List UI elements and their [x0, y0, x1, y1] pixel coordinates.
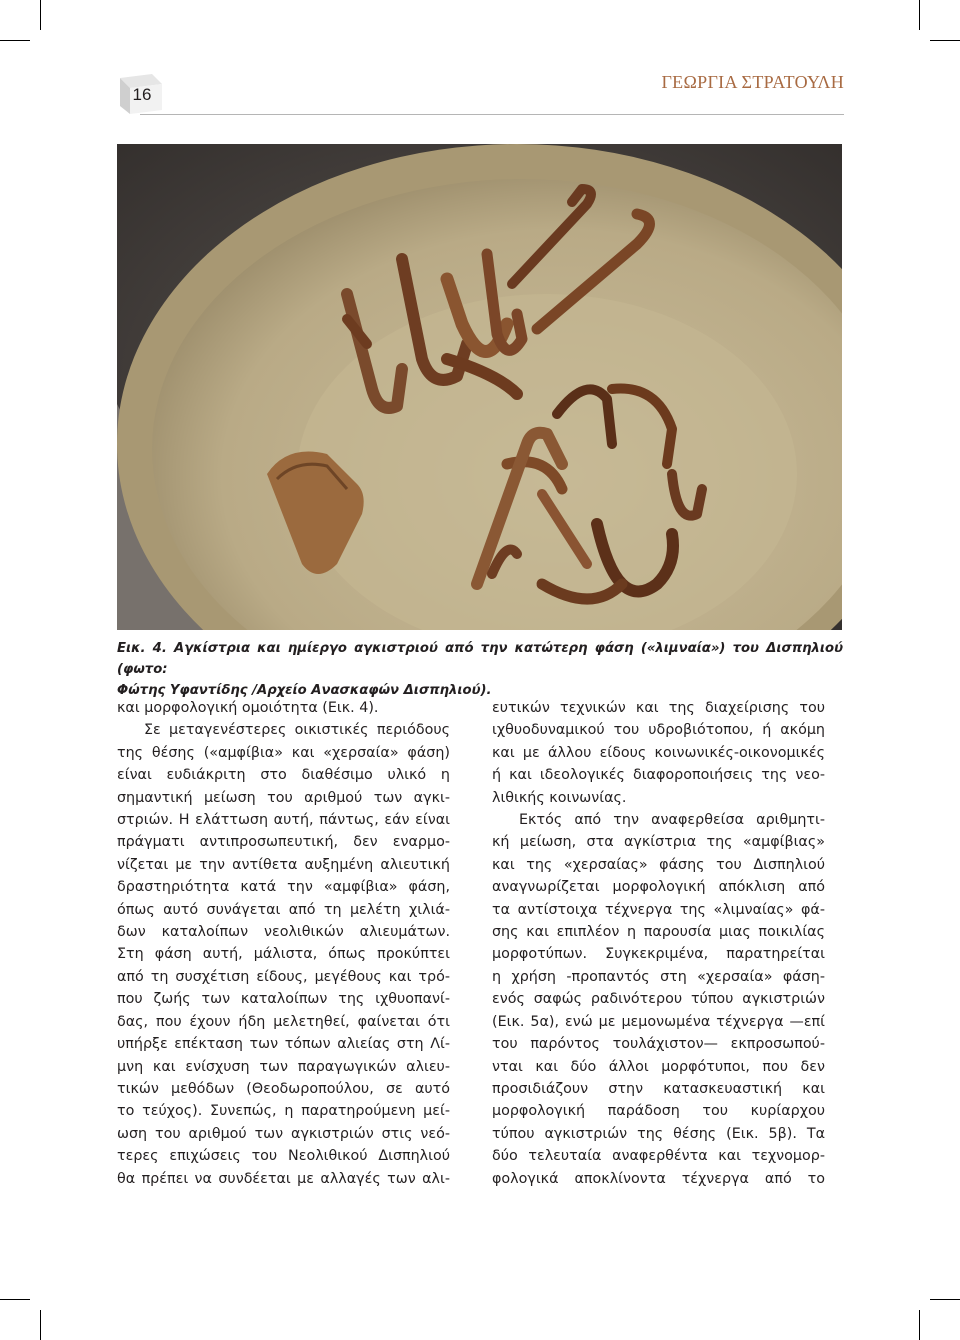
text-line: ιχθυοδυναμικού του υδροβιότοπου, ή ακόμη	[492, 722, 825, 739]
text-line: και με άλλου είδους κοινωνικές-οικονομικές	[492, 744, 825, 761]
text-line: τύπου αγκιστριών της θέσης (Εικ. 5β). Τα	[492, 1125, 825, 1142]
crop-mark	[40, 1310, 41, 1340]
caption-line: Εικ. 4. Αγκίστρια και ημίεργο αγκιστριού από την κατώτερη φάση («λιμναία») του Δισπηλιού (φωτο:	[117, 641, 843, 677]
text-line: λιθικής κοινωνίας.	[492, 789, 627, 806]
text-line: σης και επιπλέον η παρουσία μιας ποικιλίας	[492, 924, 825, 941]
text-line: νται και δύο άλλοι μορφότυποι, που δεν	[492, 1058, 825, 1075]
text-line: μορφοτύπων. Συγκεκριμένα, παρατηρείται	[492, 946, 825, 963]
text-line: ή και ιδεολογικές διαφοροποιήσεις της νεο-	[492, 767, 825, 784]
text-line: στριών. Η ελάττωση αυτή, πάντως, εάν είναι	[117, 812, 450, 829]
text-line: δραστηριότητα κατά την «αμφίβια» φάση,	[117, 879, 450, 896]
text-line: τα αντίστοιχα τέχνεργα της «λιμναίας» φά-	[492, 901, 825, 918]
text-line: τικών μεθόδων (Θεοδωροπούλου, σε αυτό	[117, 1080, 450, 1097]
figure-caption	[117, 638, 843, 701]
text-line: και μορφολογική ομοιότητα (Εικ. 4).	[117, 700, 379, 716]
text-line: της θέσης («αμφίβια» και «χερσαία» φάση)	[117, 744, 450, 761]
caption-line: Φώτης Υφαντίδης /Αρχείο Ανασκαφών Δισπηλιού).	[117, 683, 492, 698]
figure-photo	[117, 144, 842, 630]
text-line: υπήρξε επέκταση των τόπων αλιείας στη Λί-	[117, 1036, 450, 1053]
text-line: μνη και ενίσχυση των παραγωγικών αλιευ-	[117, 1058, 450, 1075]
fishhook-photo	[117, 144, 842, 630]
text-line: τερες επιχώσεις του Νεολιθικού Δισπηλιού	[117, 1148, 450, 1165]
text-line: η χρήση -προπαντός στη «χερσαία» φάση-	[492, 968, 825, 985]
text-line: θα πρέπει να συνδέεται με αλλαγές των αλι-	[117, 1170, 450, 1187]
crop-mark	[930, 40, 960, 41]
crop-mark	[919, 0, 920, 30]
text-line: φολογικά αποκλίνοντα τέχνεργα από το	[492, 1170, 825, 1187]
page-number-badge	[114, 72, 166, 116]
header-rule	[140, 114, 844, 115]
text-line: ευτικών τεχνικών και της διαχείρισης του	[492, 700, 825, 716]
text-line: από τη συσχέτιση είδους, μεγέθους και τρό-	[117, 968, 450, 985]
left-column	[117, 697, 450, 1190]
crop-mark	[919, 1310, 920, 1340]
text-line: όπως αυτό συνάγεται από τη μελέτη χιλιά-	[117, 901, 450, 918]
text-line: είναι ευδιάκριτη στο διαθέσιμο υλικό η	[117, 767, 450, 784]
crop-mark	[0, 40, 30, 41]
text-line: Εκτός από την αναφερθείσα αριθμητι-	[519, 812, 825, 829]
text-line: αναγνωρίζεται μορφολογική απόκλιση από	[492, 879, 825, 896]
text-line: δων καταλοίπων νεολιθικών αλιευμάτων.	[117, 924, 450, 941]
right-column	[492, 697, 825, 1190]
text-line: μορφολογική παράδοση του κυρίαρχου	[492, 1103, 825, 1120]
crop-mark	[930, 1299, 960, 1300]
text-line: Στη φάση αυτή, μάλιστα, όπως προκύπτει	[117, 946, 450, 963]
text-line: δύο τελευταία αναφερθέντα και τεχνομορ-	[492, 1148, 825, 1165]
text-line: νίζεται με την αντίθετα αυξημένη αλιευτική	[117, 856, 450, 873]
running-header-author: ΓΕΩΡΓΙΑ ΣΤΡΑΤΟΥΛΗ	[661, 72, 844, 92]
text-line: ενός σαφώς ραδινότερου τύπου αγκιστριών	[492, 991, 825, 1008]
crop-mark	[0, 1299, 30, 1300]
text-line: και της «χερσαίας» φάσης του Δισπηλιού	[492, 856, 825, 873]
text-line: σημαντική μείωση του αριθμού των αγκι-	[117, 789, 450, 806]
text-line: (Εικ. 5α), ενώ με μεμονωμένα τέχνεργα —επί	[492, 1013, 825, 1030]
text-line: πράγματι αντιπροσωπευτική, δεν εναρμο-	[117, 834, 450, 851]
text-line: ωση του αριθμού των αγκιστριών στις νεό-	[117, 1125, 450, 1142]
text-line: που ζωής των καταλοίπων της ιχθυοπανί-	[117, 991, 450, 1008]
text-line: του παρόντος τουλάχιστον— εκπροσωπού-	[492, 1036, 825, 1053]
text-line: δας, που έχουν ήδη μελετηθεί, φαίνεται ότι	[117, 1013, 450, 1030]
crop-mark	[40, 0, 41, 30]
text-line: το τεύχος). Συνεπώς, η παρατηρούμενη μεί-	[117, 1103, 450, 1120]
text-line: Σε μεταγενέστερες οικιστικές περιόδους	[144, 722, 450, 739]
text-line: προσιδιάζουν στην κατασκευαστική και	[492, 1080, 825, 1097]
text-line: κή μείωση, στα αγκίστρια της «αμφίβιας»	[492, 834, 825, 851]
page-number: 16	[132, 85, 152, 104]
